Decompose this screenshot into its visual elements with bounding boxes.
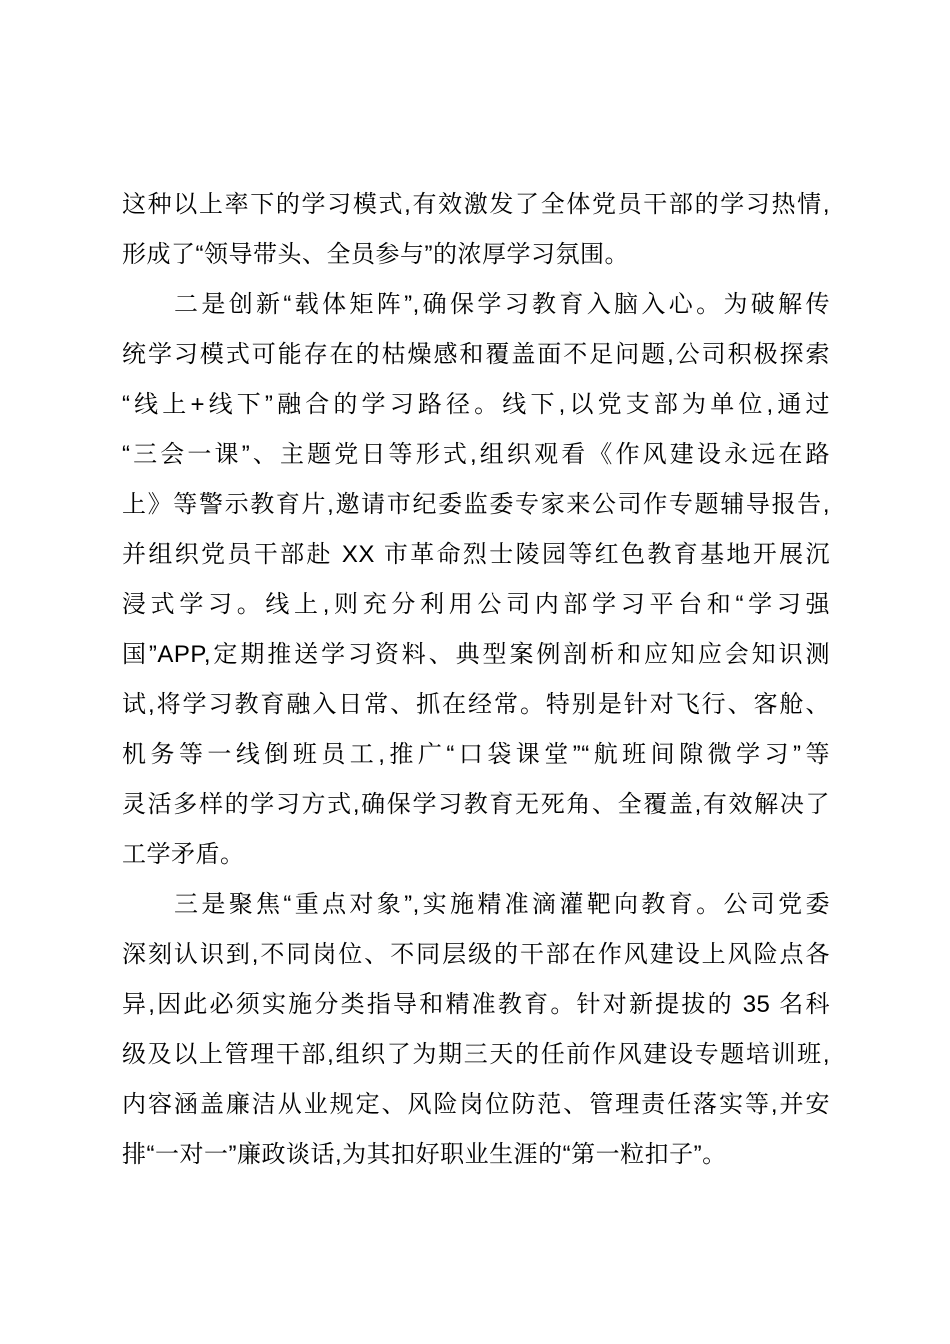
text-line: 形成了“领导带头、全员参与”的浓厚学习氛围。 bbox=[122, 241, 629, 268]
text-line: 统学习模式可能存在的枯燥感和覆盖面不足问题,公司积极探索 bbox=[122, 341, 830, 368]
text-line: 机务等一线倒班员工,推广“口袋课堂”“航班间隙微学习”等 bbox=[122, 741, 830, 768]
text-line: “三会一课”、主题党日等形式,组织观看《作风建设永远在路 bbox=[122, 441, 830, 468]
text-line: 上》等警示教育片,邀请市纪委监委专家来公司作专题辅导报告, bbox=[122, 491, 830, 518]
text-line: 并组织党员干部赴 XX 市革命烈士陵园等红色教育基地开展沉 bbox=[122, 541, 830, 568]
text-line: 灵活多样的学习方式,确保学习教育无死角、全覆盖,有效解决了 bbox=[122, 791, 830, 818]
text-line: 内容涵盖廉洁从业规定、风险岗位防范、管理责任落实等,并安 bbox=[122, 1091, 830, 1118]
text-line: 工学矛盾。 bbox=[122, 841, 245, 868]
text-line: 这种以上率下的学习模式,有效激发了全体党员干部的学习热情, bbox=[122, 191, 830, 218]
text-line: 排“一对一”廉政谈话,为其扣好职业生涯的“第一粒扣子”。 bbox=[122, 1141, 727, 1168]
text-line: 二是创新“载体矩阵”,确保学习教育入脑入心。为破解传 bbox=[174, 291, 830, 318]
text-line: 浸式学习。线上,则充分利用公司内部学习平台和“学习强 bbox=[122, 591, 830, 618]
text-line: 异,因此必须实施分类指导和精准教育。针对新提拔的 35 名科 bbox=[122, 991, 830, 1018]
text-line: 深刻认识到,不同岗位、不同层级的干部在作风建设上风险点各 bbox=[122, 941, 830, 968]
text-line: 三是聚焦“重点对象”,实施精准滴灌靶向教育。公司党委 bbox=[174, 891, 830, 918]
text-line: 试,将学习教育融入日常、抓在经常。特别是针对飞行、客舱、 bbox=[122, 691, 830, 718]
text-line: 级及以上管理干部,组织了为期三天的任前作风建设专题培训班, bbox=[122, 1041, 830, 1068]
text-line: 国”APP,定期推送学习资料、典型案例剖析和应知应会知识测 bbox=[122, 641, 830, 668]
document-body bbox=[122, 180, 830, 1180]
text-line: “线上+线下”融合的学习路径。线下,以党支部为单位,通过 bbox=[122, 391, 830, 418]
